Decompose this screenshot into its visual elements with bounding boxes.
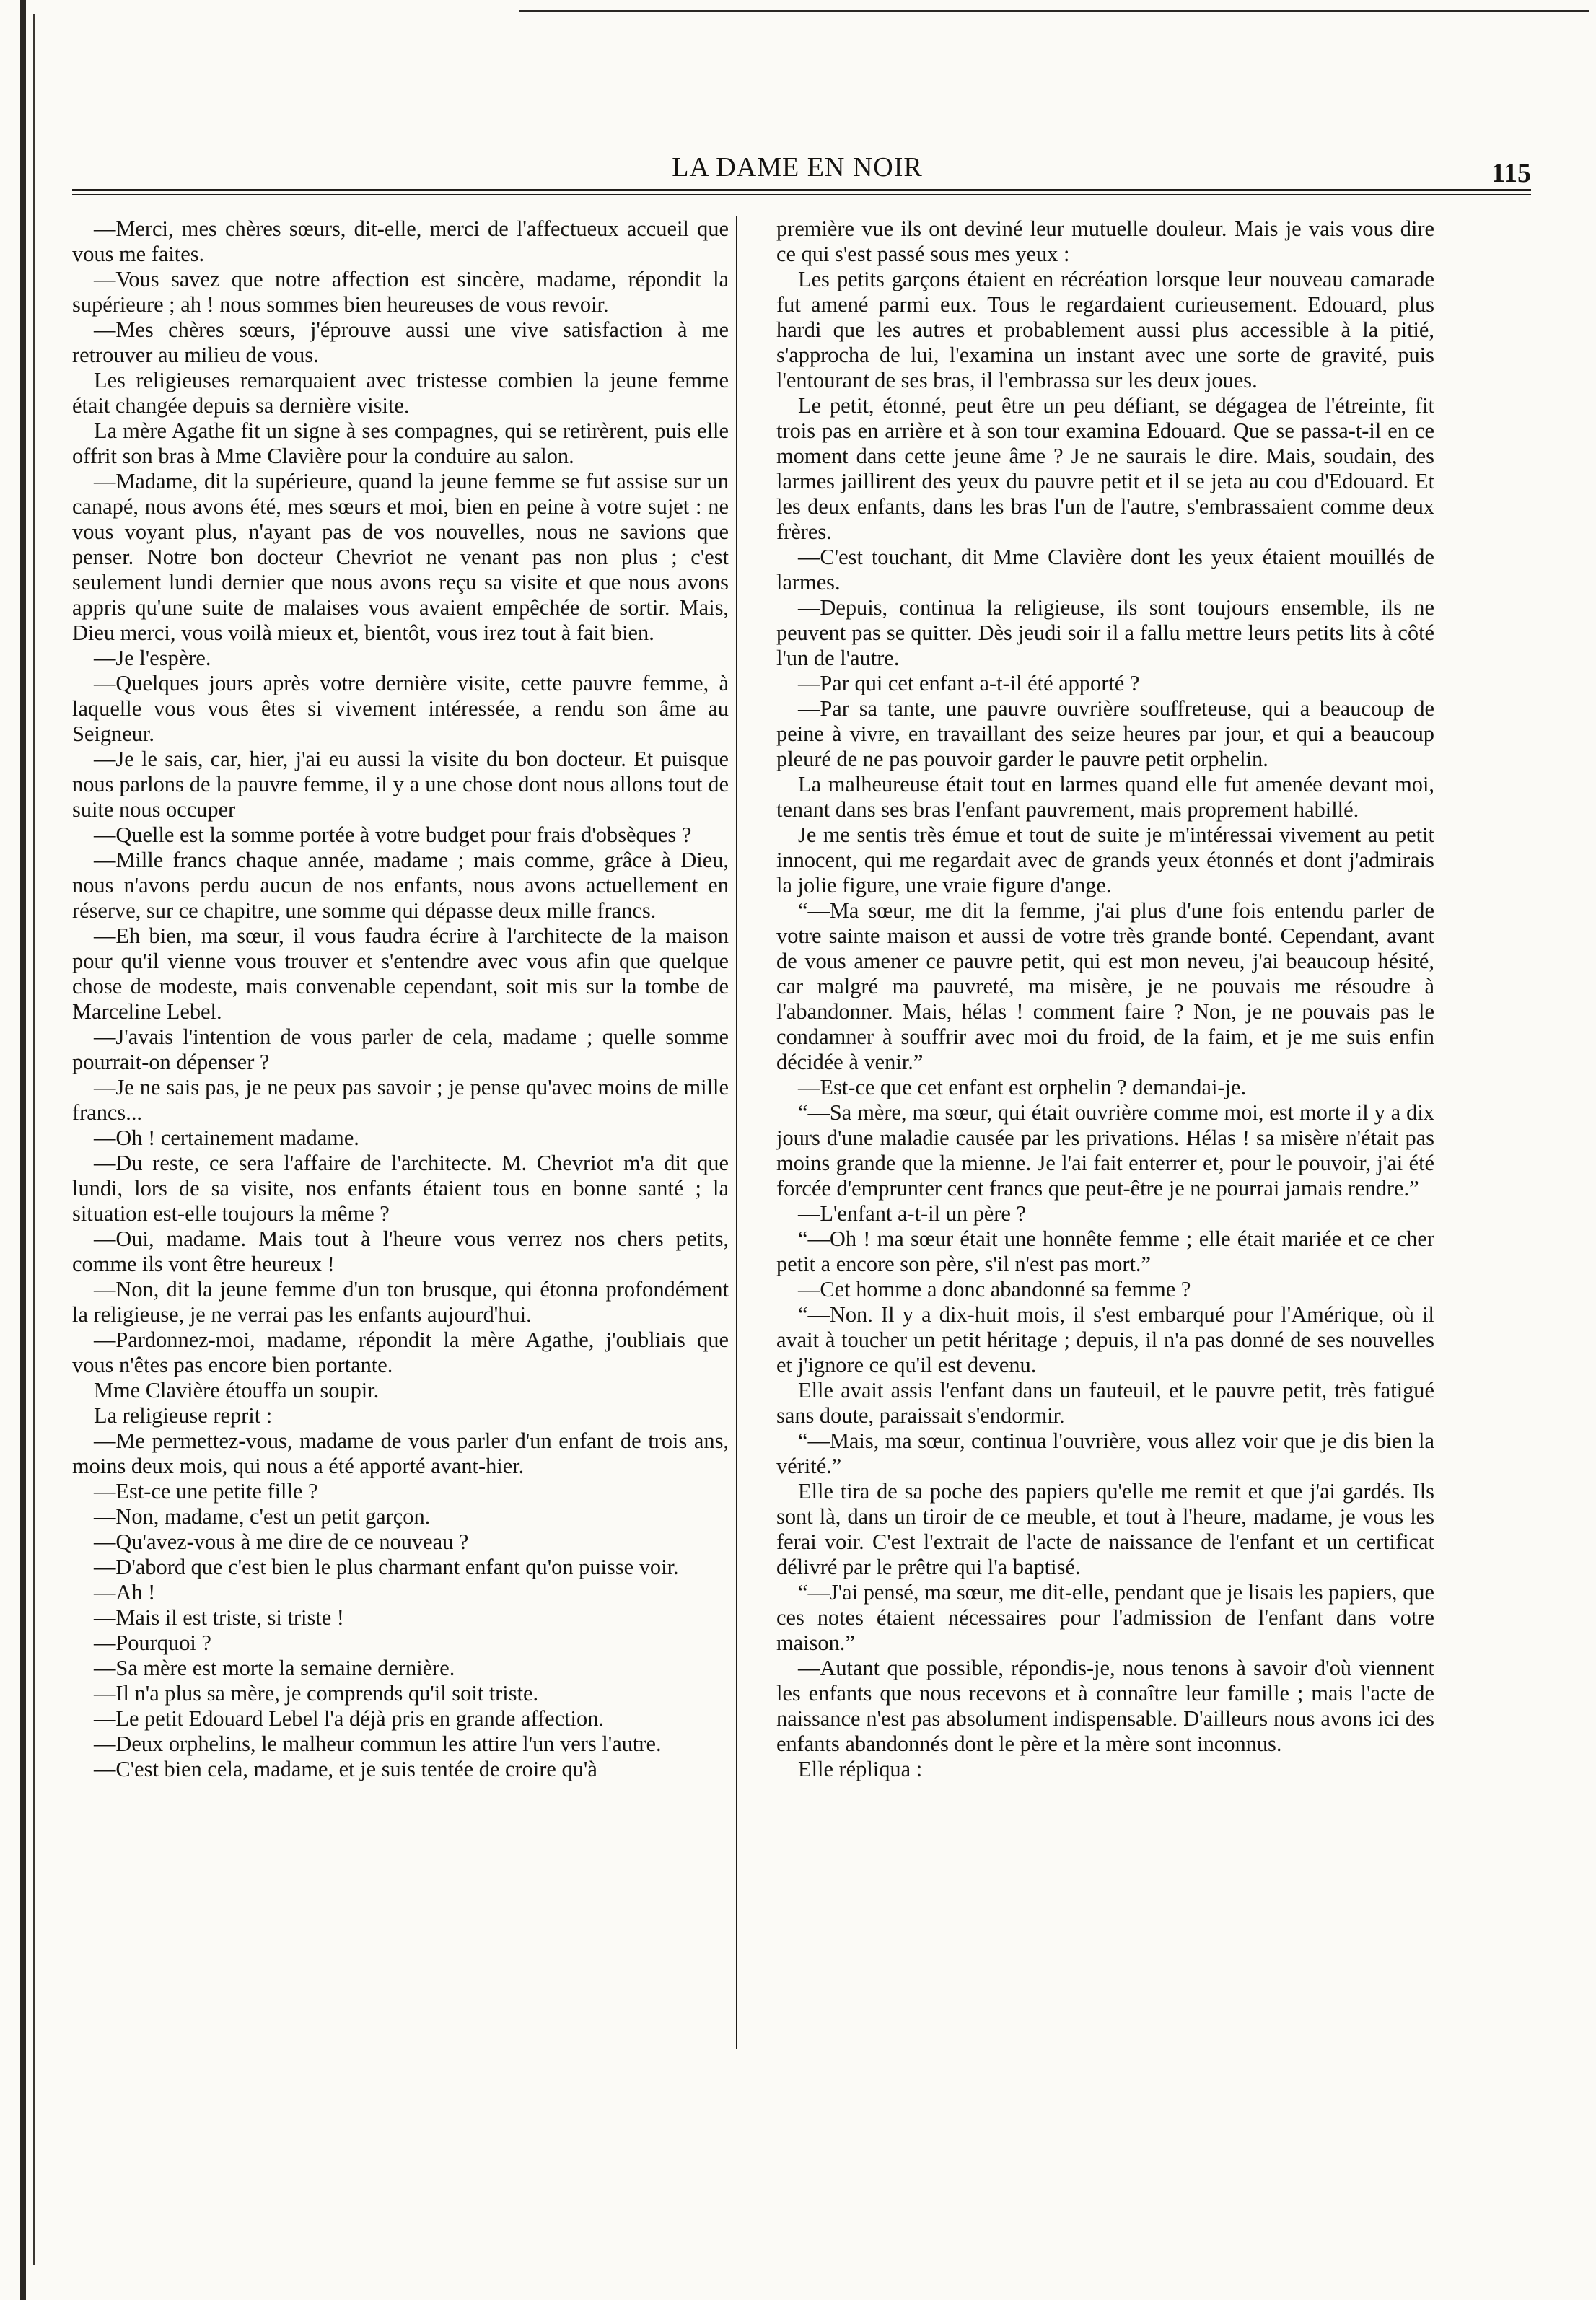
paragraph: —Par sa tante, une pauvre ouvrière souffreteuse, qui a beaucoup de peine à vivre, en travaillant des seize heures par jour, et qui a beaucoup pleuré de ne pas pouvoir garder le pauvre petit orphelin. bbox=[776, 696, 1434, 771]
paragraph: —Non, madame, c'est un petit garçon. bbox=[94, 1504, 431, 1529]
paragraph: Le petit, étonné, peut être un peu défiant, se dégagea de l'étreinte, fit trois pas en arrière et à son tour examina Edouard. Que se passa-t-il en ce moment dans cette jeune âme ? Je ne saurais le dire. Mais, soudain, des larmes jaillirent des yeux du pauvre petit et il se jeta au cou d'Edouard. Et les deux enfants, dans les bras l'un de l'autre, s'embrassaient comme deux frères. bbox=[776, 393, 1434, 544]
paragraph: “—Oh ! ma sœur était une honnête femme ; elle était mariée et ce cher petit a encore son père, s'il n'est pas mort.” bbox=[776, 1226, 1434, 1276]
paragraph: La religieuse reprit : bbox=[94, 1403, 273, 1428]
paragraph: —Me permettez-vous, madame de vous parler d'un enfant de trois ans, moins deux mois, qui nous a été apporté avant-hier. bbox=[72, 1428, 729, 1478]
left-column bbox=[72, 216, 729, 1782]
paragraph: —Est-ce une petite fille ? bbox=[94, 1479, 318, 1504]
running-title: LA DAME EN NOIR bbox=[672, 152, 923, 183]
paragraph: —Non, dit la jeune femme d'un ton brusque, qui étonna profondément la religieuse, je ne verrai pas les enfants aujourd'hui. bbox=[72, 1277, 729, 1327]
paragraph: —Je ne sais pas, je ne peux pas savoir ; je pense qu'avec moins de mille francs... bbox=[72, 1075, 729, 1125]
running-head bbox=[63, 152, 1531, 188]
paragraph: —Ah ! bbox=[94, 1580, 156, 1605]
paragraph: —Eh bien, ma sœur, il vous faudra écrire à l'architecte de la maison pour qu'il vienne vous trouver et s'entendre avec vous afin que quelque chose de modeste, mais convenable cependant, soit mis sur la tombe de Marceline Lebel. bbox=[72, 923, 729, 1024]
paragraph: —J'avais l'intention de vous parler de cela, madame ; quelle somme pourrait-on dépenser ? bbox=[72, 1024, 729, 1074]
paragraph: —Est-ce que cet enfant est orphelin ? demandai-je. bbox=[798, 1075, 1247, 1099]
paragraph: —Depuis, continua la religieuse, ils sont toujours ensemble, ils ne peuvent pas se quitter. Dès jeudi soir il a fallu mettre leurs petits lits à côté l'un de l'autre. bbox=[776, 595, 1434, 670]
paragraph: —Mais il est triste, si triste ! bbox=[94, 1605, 344, 1630]
paragraph: “—Mais, ma sœur, continua l'ouvrière, vous allez voir que je dis bien la vérité.” bbox=[776, 1428, 1434, 1478]
page-binding-line bbox=[33, 14, 35, 2265]
paragraph: —Je l'espère. bbox=[94, 646, 211, 670]
paragraph: —Je le sais, car, hier, j'ai eu aussi la visite du bon docteur. Et puisque nous parlons de la pauvre femme, il y a une chose dont nous allons tout de suite nous occuper bbox=[72, 747, 729, 822]
paragraph: —Pardonnez-moi, madame, répondit la mère Agathe, j'oubliais que vous n'êtes pas encore bien portante. bbox=[72, 1327, 729, 1377]
paragraph: —D'abord que c'est bien le plus charmant enfant qu'on puisse voir. bbox=[94, 1555, 679, 1579]
paragraph: —Vous savez que notre affection est sincère, madame, répondit la supérieure ; ah ! nous sommes bien heureuses de vous revoir. bbox=[72, 267, 729, 317]
paragraph: Elle tira de sa poche des papiers qu'elle me remit et que j'ai gardés. Ils sont là, dans un tiroir de ce meuble, et tout à l'heure, madame, je vous les ferai voir. C'est l'extrait de l'acte de naissance de l'enfant et un certificat délivré par le prêtre qui l'a baptisé. bbox=[776, 1479, 1434, 1579]
paragraph: “—J'ai pensé, ma sœur, me dit-elle, pendant que je lisais les papiers, que ces notes étaient nécessaires pour l'admission de l'enfant dans votre maison.” bbox=[776, 1580, 1434, 1655]
paragraph: —C'est bien cela, madame, et je suis tentée de croire qu'à bbox=[94, 1757, 597, 1781]
paragraph: —Qu'avez-vous à me dire de ce nouveau ? bbox=[94, 1529, 469, 1554]
paragraph: première vue ils ont deviné leur mutuelle douleur. Mais je vais vous dire ce qui s'est passé sous mes yeux : bbox=[776, 216, 1434, 266]
paragraph: Je me sentis très émue et tout de suite je m'intéressai vivement au petit innocent, qui me regardait avec de grands yeux étonnés et dont j'admirais la jolie figure, une vraie figure d'ange. bbox=[776, 822, 1434, 897]
paragraph: —Deux orphelins, le malheur commun les attire l'un vers l'autre. bbox=[94, 1731, 662, 1756]
paragraph: —Par qui cet enfant a-t-il été apporté ? bbox=[798, 671, 1140, 695]
paragraph: —C'est touchant, dit Mme Clavière dont les yeux étaient mouillés de larmes. bbox=[776, 545, 1434, 594]
paragraph: —Pourquoi ? bbox=[94, 1630, 211, 1655]
paragraph: —Merci, mes chères sœurs, dit-elle, merci de l'affectueux accueil que vous me faites. bbox=[72, 216, 729, 266]
paragraph: Les petits garçons étaient en récréation lorsque leur nouveau camarade fut amené parmi eux. Tous le regardaient curieusement. Edouard, plus hardi que les autres et probablement aussi plus accessible à la pitié, s'approcha de lui, l'examina un instant avec une sorte de gravité, puis l'entourant de ses bras, il l'embrassa sur les deux joues. bbox=[776, 267, 1434, 392]
paragraph: —Quelques jours après votre dernière visite, cette pauvre femme, à laquelle vous vous êtes si vivement intéressée, a rendu son âme au Seigneur. bbox=[72, 671, 729, 746]
paragraph: —Sa mère est morte la semaine dernière. bbox=[94, 1656, 455, 1680]
paragraph: —Mes chères sœurs, j'éprouve aussi une vive satisfaction à me retrouver au milieu de vous. bbox=[72, 317, 729, 367]
paragraph: —Le petit Edouard Lebel l'a déjà pris en grande affection. bbox=[94, 1706, 604, 1731]
paragraph: —Autant que possible, répondis-je, nous tenons à savoir d'où viennent les enfants que nous recevons et à connaître leur famille ; mais l'acte de naissance n'est pas absolument indispensable. D'ailleurs nous avons ici des enfants abandonnés dont le père et la mère sont inconnus. bbox=[776, 1656, 1434, 1756]
paragraph: Elle avait assis l'enfant dans un fauteuil, et le pauvre petit, très fatigué sans doute, paraissait s'endormir. bbox=[776, 1378, 1434, 1428]
column-divider bbox=[736, 216, 737, 2049]
right-column bbox=[776, 216, 1434, 1782]
paragraph: “—Ma sœur, me dit la femme, j'ai plus d'une fois entendu parler de votre sainte maison et aussi de votre très grande bonté. Cependant, avant de vous amener ce pauvre petit, qui est mon neveu, j'ai beaucoup hésité, car malgré ma pauvreté, ma misère, je ne pouvais me résoudre à l'abandonner. Mais, hélas ! comment faire ? Non, je ne pouvais pas le condamner à souffrir avec moi du froid, de la faim, et je me suis enfin décidée à venir.” bbox=[776, 898, 1434, 1074]
paragraph: —Cet homme a donc abandonné sa femme ? bbox=[798, 1277, 1191, 1302]
paragraph: —Madame, dit la supérieure, quand la jeune femme se fut assise sur un canapé, nous avons été, mes sœurs et moi, bien en peine à votre sujet : ne vous voyant plus, n'ayant pas de vos nouvelles, nous ne savions que penser. Notre bon docteur Chevriot ne venant pas non plus ; c'est seulement lundi dernier que nous avons reçu sa visite et que nous avons appris qu'une suite de malaises vous avaient empêchée de sortir. Mais, Dieu merci, vous voilà mieux et, bientôt, vous irez tout à fait bien. bbox=[72, 469, 729, 645]
paragraph: Les religieuses remarquaient avec tristesse combien la jeune femme était changée depuis sa dernière visite. bbox=[72, 368, 729, 418]
page-number: 115 bbox=[1491, 158, 1531, 188]
paragraph: —Quelle est la somme portée à votre budget pour frais d'obsèques ? bbox=[94, 822, 692, 847]
header-rule bbox=[72, 189, 1531, 195]
paragraph: —Du reste, ce sera l'affaire de l'architecte. M. Chevriot m'a dit que lundi, lors de sa visite, nos enfants étaient tous en bonne santé ; la situation est-elle toujours la même ? bbox=[72, 1151, 729, 1226]
paragraph: La malheureuse était tout en larmes quand elle fut amenée devant moi, tenant dans ses bras l'enfant pauvrement, mais proprement habillé. bbox=[776, 772, 1434, 822]
paragraph: —L'enfant a-t-il un père ? bbox=[798, 1201, 1026, 1226]
page-binding-edge bbox=[20, 0, 26, 2300]
paragraph: La mère Agathe fit un signe à ses compagnes, qui se retirèrent, puis elle offrit son bras à Mme Clavière pour la conduire au salon. bbox=[72, 418, 729, 468]
paragraph: Elle répliqua : bbox=[798, 1757, 923, 1781]
top-edge-rule bbox=[519, 10, 1589, 12]
paragraph: Mme Clavière étouffa un soupir. bbox=[94, 1378, 380, 1403]
paragraph: —Oh ! certainement madame. bbox=[94, 1125, 359, 1150]
paragraph: “—Sa mère, ma sœur, qui était ouvrière comme moi, est morte il y a dix jours d'une maladie causée par les privations. Hélas ! sa misère n'était pas moins grande que la mienne. Je l'ai fait enterrer et, pour le pouvoir, j'ai été forcée d'emprunter cent francs que peut-être je ne pourrai jamais rendre.” bbox=[776, 1100, 1434, 1201]
paragraph: “—Non. Il y a dix-huit mois, il s'est embarqué pour l'Amérique, où il avait à toucher un petit héritage ; depuis, il n'a pas donné de ses nouvelles et j'ignore ce qu'il est devenu. bbox=[776, 1302, 1434, 1377]
paragraph: —Mille francs chaque année, madame ; mais comme, grâce à Dieu, nous n'avons perdu aucun de nos enfants, nous avons actuellement en réserve, sur ce chapitre, une somme qui dépasse deux mille francs. bbox=[72, 848, 729, 923]
paragraph: —Oui, madame. Mais tout à l'heure vous verrez nos chers petits, comme ils vont être heureux ! bbox=[72, 1226, 729, 1276]
paragraph: —Il n'a plus sa mère, je comprends qu'il soit triste. bbox=[94, 1681, 539, 1706]
